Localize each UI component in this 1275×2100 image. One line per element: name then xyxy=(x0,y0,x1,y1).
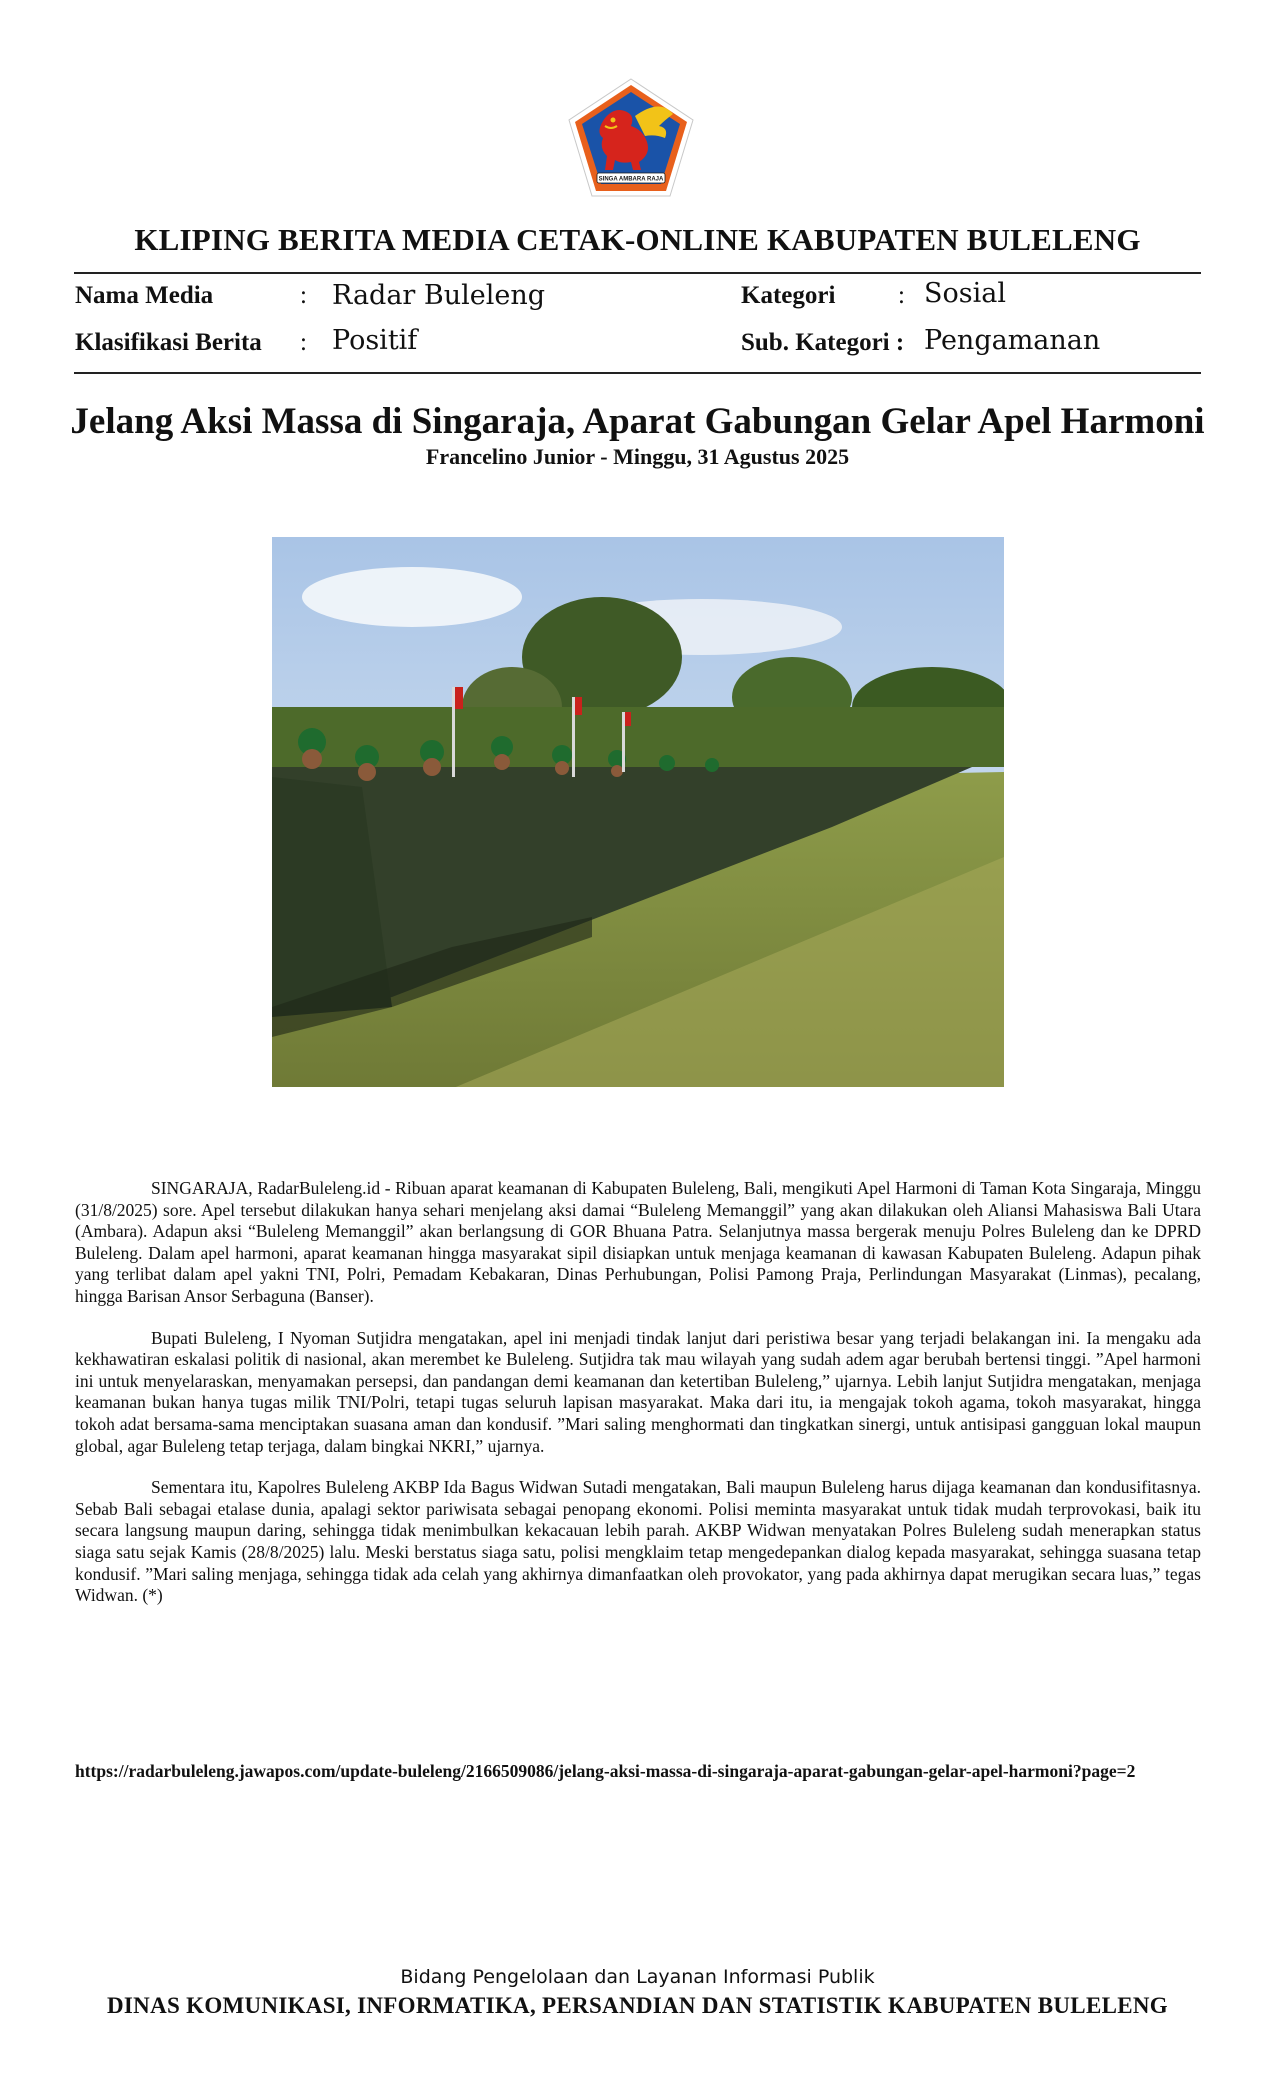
footer-office: DINAS KOMUNIKASI, INFORMATIKA, PERSANDIAN DAN STATISTIK KABUPATEN BULELENG xyxy=(107,1993,1168,2018)
logo-motto: SINGA AMBARA RAJA xyxy=(598,176,664,183)
kategori-label: Kategori xyxy=(741,282,836,309)
article-byline: Francelino Junior - Minggu, 31 Agustus 2025 xyxy=(425,444,850,469)
klasifikasi-label: Klasifikasi Berita xyxy=(75,329,262,356)
article-body xyxy=(75,1178,1201,1627)
paragraph-2: Bupati Buleleng, I Nyoman Sutjidra mengatakan, apel ini menjadi tindak lanjut dari peristiwa besar yang terjadi belakangan ini. Ia mengaku ada kekhawatiran eskalasi politik di nasional, akan merembet ke Buleleng. Sutjidra tak mau wilayah yang sudah adem agar berubah bertensi tinggi. ”Apel harmoni ini untuk menyelaraskan, menyamakan persepsi, dan pandangan demi keamanan dan ketertiban Buleleng,” ujarnya. Lebih lanjut Sutjidra mengatakan, menjaga keamanan bukan hanya tugas milik TNI/Polri, tetapi tugas seluruh lapisan masyarakat. Maka dari itu, ia mengajak tokoh agama, tokoh masyarakat, hingga tokoh adat bersama-sama menciptakan suasana aman dan kondusif. ”Mari saling menghormati dan tingkatkan sinergi, untuk antisipasi gangguan lokal maupun global, agar Buleleng tetap terjaga, dalam bingkai NKRI,” ujarnya. xyxy=(75,1327,1201,1456)
article-photo xyxy=(272,537,1004,1087)
klasifikasi-colon: : xyxy=(300,329,307,356)
subkategori-value: Pengamanan xyxy=(924,325,1101,356)
kategori-value: Sosial xyxy=(924,278,1006,309)
source-link[interactable]: https://radarbuleleng.jawapos.com/update-buleleng/2166509086/jelang-aksi-massa-di-singaraja-aparat-gabungan-gelar-apel-harmoni?page=2 xyxy=(75,1761,1136,1781)
subkategori-label: Sub. Kategori : xyxy=(741,329,905,356)
document-title: KLIPING BERITA MEDIA CETAK-ONLINE KABUPATEN BULELENG xyxy=(134,222,1141,257)
paragraph-1: SINGARAJA, RadarBuleleng.id - Ribuan aparat keamanan di Kabupaten Buleleng, Bali, mengikuti Apel Harmoni di Taman Kota Singaraja, Minggu (31/8/2025) sore. Apel tersebut dilakukan hanya sehari menjelang aksi damai “Buleleng Memanggil” yang akan dilakukan oleh Aliansi Mahasiswa Bali Utara (Ambara). Adapun aksi “Buleleng Memanggil” akan berlangsung di GOR Bhuana Patra. Selanjutnya massa bergerak menuju Polres Buleleng dan ke DPRD Buleleng. Dalam apel harmoni, aparat keamanan hingga masyarakat sipil disiapkan untuk menjaga keamanan di kawasan Kabupaten Buleleng. Adapun pihak yang terlibat dalam apel yakni TNI, Polri, Pemadam Kebakaran, Dinas Perhubungan, Polisi Pamong Praja, Perlindungan Masyarakat (Linmas), pecalang, hingga Barisan Ansor Serbaguna (Banser). xyxy=(75,1178,1201,1306)
footer-unit: Bidang Pengelolaan dan Layanan Informasi Publik xyxy=(400,1966,875,1988)
paragraph-3: Sementara itu, Kapolres Buleleng AKBP Ida Bagus Widwan Sutadi mengatakan, Bali maupun Buleleng harus dijaga keamanan dan kondusifitasnya. Sebab Bali sebagai etalase dunia, apalagi sektor pariwisata sebagai penopang ekonomi. Polisi meminta masyarakat untuk tidak mudah terprovokasi, baik itu secara langsung maupun daring, sehingga tidak menimbulkan kekacauan lebih parah. AKBP Widwan menyatakan Polres Buleleng sudah menerapkan status siaga satu sejak Kamis (28/8/2025) lalu. Meski berstatus siaga satu, polisi mengklaim tetap mengedepankan dialog kepada masyarakat, sehingga suasana tetap kondusif. ”Mari saling menjaga, sehingga tidak ada celah yang akhirnya dimanfaatkan oleh provokator, yang pada akhirnya dapat merugikan secara luas,” tegas Widwan. (*) xyxy=(75,1477,1201,1606)
lion-emblem-icon xyxy=(565,76,697,200)
klasifikasi-value: Positif xyxy=(332,325,418,356)
header-divider-bottom xyxy=(74,372,1201,374)
article-headline: Jelang Aksi Massa di Singaraja, Aparat Gabungan Gelar Apel Harmoni xyxy=(70,401,1205,442)
media-colon: : xyxy=(300,282,307,309)
media-label: Nama Media xyxy=(75,282,214,309)
header-divider-top xyxy=(74,272,1201,274)
media-value: Radar Buleleng xyxy=(332,280,546,311)
kategori-colon: : xyxy=(898,282,905,309)
